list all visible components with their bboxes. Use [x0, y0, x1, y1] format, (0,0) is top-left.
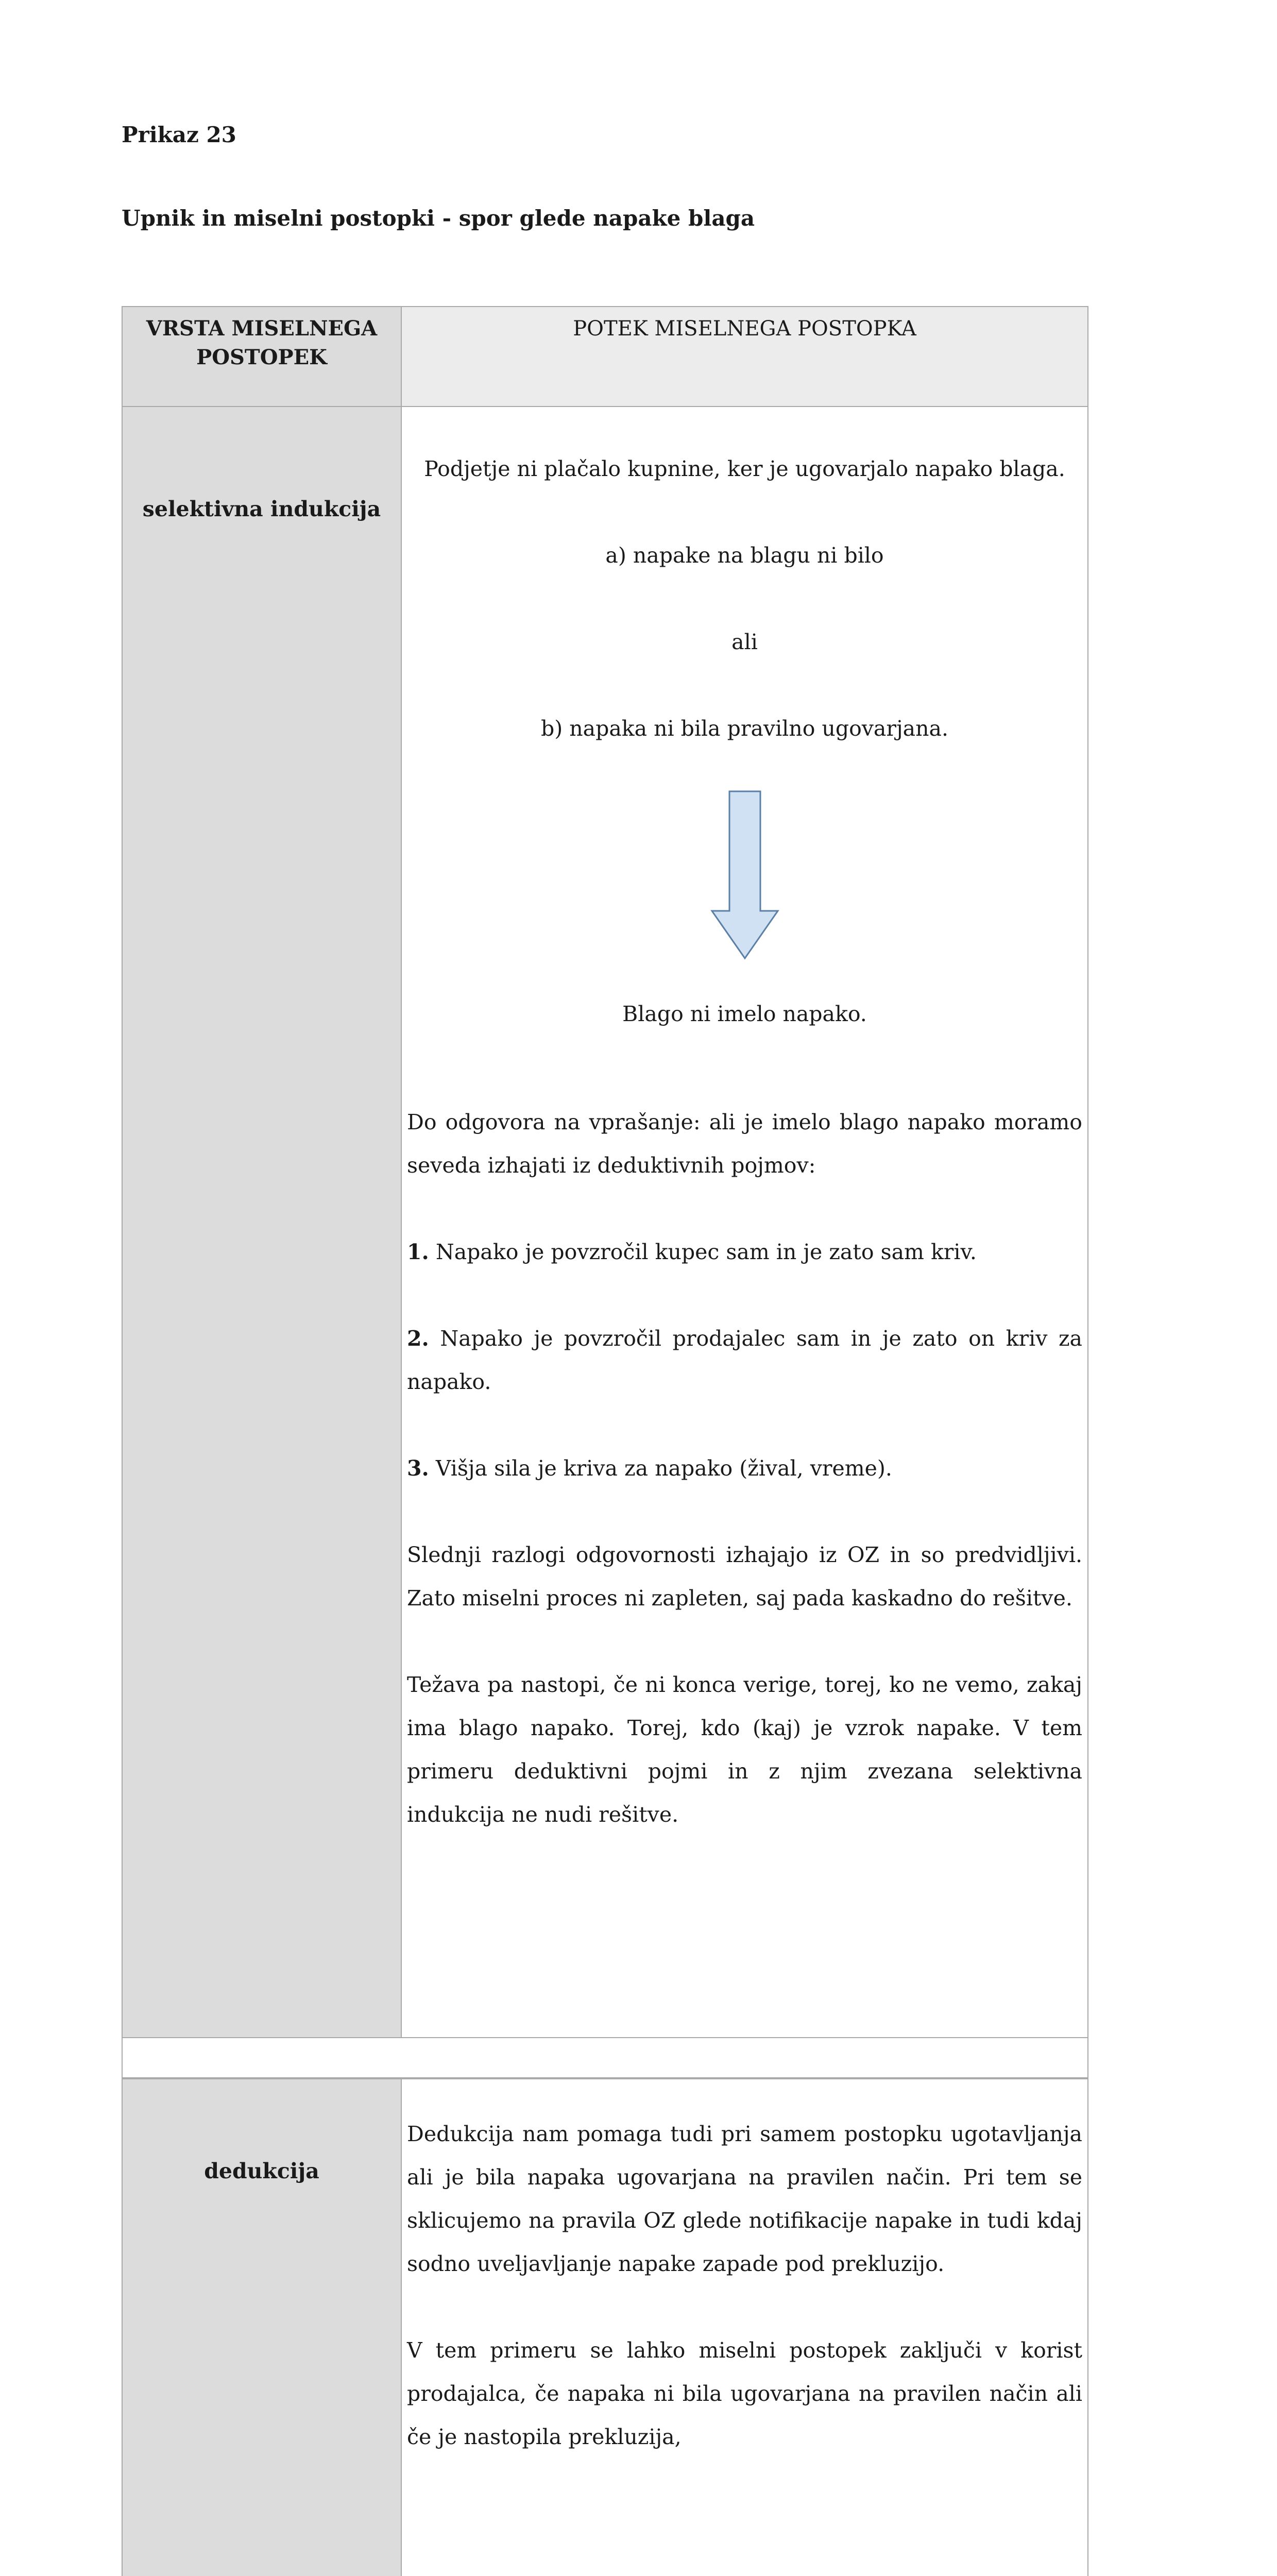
row-selective-induction [123, 407, 1087, 2038]
deduction-content [402, 2079, 1087, 2576]
paragraph: V tem primeru se lahko miselni postopek zaključi v korist prodajalca, če napaka ni bila ugovarjana na pravilen način ali če je nastopila prekluzija, [407, 2338, 1082, 2449]
option-a-text: a) napake na blagu ni bilo [605, 543, 884, 568]
deduction-label: dedukcija [204, 2159, 319, 2183]
premise-text: Podjetje ni plačalo kupnine, ker je ugovarjalo napako blaga. [424, 456, 1065, 481]
item-number: 1. [407, 1240, 429, 1264]
spacer-cell [123, 2038, 402, 2077]
deduction-label-cell [123, 2079, 402, 2576]
selective-induction-content [402, 407, 1087, 2037]
list-item [407, 1230, 1082, 1274]
spacer-cell [402, 2038, 1087, 2077]
item-text: Napako je povzročil prodajalec sam in je zato on kriv za napako. [407, 1326, 1082, 1394]
item-text: Napako je povzročil kupec sam in je zato sam kriv. [429, 1240, 977, 1264]
paragraph: Težava pa nastopi, če ni konca verige, torej, ko ne vemo, zakaj ima blago napako. Torej, kdo (kaj) je vzrok napake. V tem primeru deduktivni pojmi in z njim zvezana selektivna indukcija ne nudi rešitve. [407, 1672, 1082, 1827]
paragraph: Dedukcija nam pomaga tudi pri samem postopku ugotavljanja ali je bila napaka ugovarjana na pravilen način. Pri tem se sklicujemo na pravila OZ glede notifikacije napake in tudi kdaj sodno uveljavljanje napake zapade pod prekluzijo. [407, 2122, 1082, 2276]
figure-label: Prikaz 23 [122, 122, 236, 147]
or-text: ali [731, 630, 758, 654]
header-right-cell [402, 307, 1087, 406]
arrow-down-icon [710, 790, 780, 960]
selective-induction-label-cell [123, 407, 402, 2037]
item-number: 3. [407, 1456, 429, 1481]
list-item [407, 1317, 1082, 1403]
header-right-text: POTEK MISELNEGA POSTOPKA [573, 317, 916, 341]
header-left-text: VRSTA MISELNEGA POSTOPEK [146, 316, 378, 369]
list-item [407, 1447, 1082, 1490]
reasoning-table [122, 306, 1088, 2576]
deductive-intro-text: Do odgovora na vprašanje: ali je imelo blago napako moramo seveda izhajati iz deduktivnih pojmov: [407, 1110, 1082, 1178]
spacer-row [123, 2038, 1087, 2078]
selective-induction-label: selektivna indukcija [142, 497, 381, 521]
item-number: 2. [407, 1326, 429, 1351]
table-header-row [123, 306, 1087, 407]
item-text: Višja sila je kriva za napako (žival, vreme). [429, 1456, 892, 1481]
conclusion-text: Blago ni imelo napako. [622, 1002, 867, 1026]
paragraph: Slednji razlogi odgovornosti izhajajo iz OZ in so predvidljivi. Zato miselni proces ni zapleten, saj pada kaskadno do rešitve. [407, 1543, 1082, 1611]
row-deduction [123, 2078, 1087, 2576]
header-left-cell [123, 307, 402, 406]
figure-title: Upnik in miselni postopki - spor glede napake blaga [122, 206, 755, 231]
option-b-text: b) napaka ni bila pravilno ugovarjana. [540, 716, 948, 741]
arrow-container [407, 790, 1082, 960]
